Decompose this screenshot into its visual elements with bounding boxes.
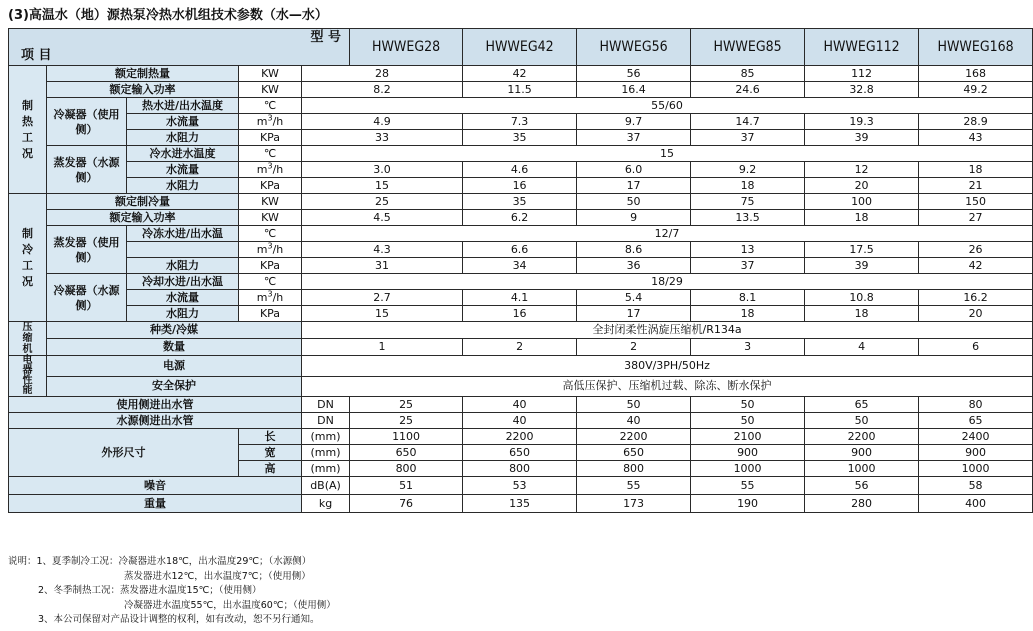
cell: 9.7 <box>577 114 691 130</box>
cell: 75 <box>691 194 805 210</box>
unit: (mm) <box>302 461 350 477</box>
cell: 8.1 <box>691 290 805 306</box>
cell: 650 <box>577 445 691 461</box>
table-row <box>9 495 1033 513</box>
table-row <box>9 242 1033 258</box>
cell: 28 <box>302 66 463 82</box>
row-label: 水阻力 <box>127 178 239 194</box>
group-label: 蒸发器（使用侧） <box>47 226 127 274</box>
cell: 40 <box>463 397 577 413</box>
table-row <box>9 306 1033 322</box>
model-header: HWWEG168 <box>919 29 1033 66</box>
cell: 40 <box>463 413 577 429</box>
cell: 15 <box>302 146 1033 162</box>
row-label: 水阻力 <box>127 306 239 322</box>
unit: $m^3/h$ <box>239 162 302 178</box>
cell: 10.8 <box>805 290 919 306</box>
table-row <box>9 210 1033 226</box>
cell: 43 <box>919 130 1033 146</box>
note-line: 冷凝器进水温度55℃，出水温度60℃；（使用侧） <box>124 599 336 611</box>
row-label: 水流量 <box>127 114 239 130</box>
table-row <box>9 477 1033 495</box>
table-row <box>9 114 1033 130</box>
row-label: 冷冻水进/出水温 <box>127 226 239 242</box>
row-label <box>127 242 239 258</box>
unit: KPa <box>239 306 302 322</box>
row-label: 长 <box>239 429 302 445</box>
cell: 2 <box>463 339 577 356</box>
cell: 173 <box>577 495 691 513</box>
cell: 16 <box>463 306 577 322</box>
cell: 12/7 <box>302 226 1033 242</box>
cell: 1000 <box>805 461 919 477</box>
cell: 1000 <box>691 461 805 477</box>
unit: KW <box>239 194 302 210</box>
cell: 32.8 <box>805 82 919 98</box>
cell: 40 <box>577 413 691 429</box>
table-row <box>9 429 1033 445</box>
spec-table <box>8 28 1033 513</box>
cell: 19.3 <box>805 114 919 130</box>
cell: 50 <box>577 397 691 413</box>
table-row <box>9 146 1033 162</box>
table-row <box>9 66 1033 82</box>
cell: 800 <box>350 461 463 477</box>
cell: 25 <box>350 413 463 429</box>
cell: 33 <box>302 130 463 146</box>
notes <box>8 555 336 628</box>
cell: 55 <box>577 477 691 495</box>
cell: 2200 <box>805 429 919 445</box>
cell: 53 <box>463 477 577 495</box>
table-row <box>9 413 1033 429</box>
row-label: 额定制热量 <box>47 66 239 82</box>
unit: (mm) <box>302 429 350 445</box>
row-label: 水流量 <box>127 290 239 306</box>
row-label: 额定制冷量 <box>47 194 239 210</box>
cell: 2200 <box>463 429 577 445</box>
row-label: 宽 <box>239 445 302 461</box>
cell: 28.9 <box>919 114 1033 130</box>
cell: 4.6 <box>463 162 577 178</box>
table-row <box>9 339 1033 356</box>
unit: ℃ <box>239 98 302 114</box>
cell: 2400 <box>919 429 1033 445</box>
unit: KPa <box>239 178 302 194</box>
unit: KW <box>239 210 302 226</box>
page-title: (3)高温水（地）源热泵冷热水机组技术参数（水—水） <box>8 8 328 23</box>
header-corner <box>9 29 350 66</box>
cell: 2100 <box>691 429 805 445</box>
row-label: 水源侧进出水管 <box>9 413 302 429</box>
header-model-label: 型 号 <box>310 30 342 45</box>
cell: 51 <box>350 477 463 495</box>
cell: 14.7 <box>691 114 805 130</box>
cell: 900 <box>805 445 919 461</box>
cell: 18 <box>919 162 1033 178</box>
table-row <box>9 130 1033 146</box>
cell: 76 <box>350 495 463 513</box>
cell: 650 <box>350 445 463 461</box>
model-header: HWWEG28 <box>350 29 463 66</box>
cell: 8.6 <box>577 242 691 258</box>
cell: 35 <box>463 130 577 146</box>
cell: 135 <box>463 495 577 513</box>
cell: 400 <box>919 495 1033 513</box>
row-label: 高 <box>239 461 302 477</box>
unit: dB(A) <box>302 477 350 495</box>
model-header: HWWEG85 <box>691 29 805 66</box>
cell: 37 <box>691 130 805 146</box>
cell: 11.5 <box>463 82 577 98</box>
cell: 190 <box>691 495 805 513</box>
cell: 18/29 <box>302 274 1033 290</box>
cell: 55/60 <box>302 98 1033 114</box>
cell: 4.1 <box>463 290 577 306</box>
cell: 15 <box>302 178 463 194</box>
cell: 17 <box>577 178 691 194</box>
cell: 9 <box>577 210 691 226</box>
cell: 50 <box>805 413 919 429</box>
cell: 12 <box>805 162 919 178</box>
cell: 6.2 <box>463 210 577 226</box>
cell: 6.6 <box>463 242 577 258</box>
cell: 31 <box>302 258 463 274</box>
table-row <box>9 226 1033 242</box>
cell: 26 <box>919 242 1033 258</box>
note-line: 蒸发器进水12℃，出水温度7℃；（使用侧） <box>124 570 311 582</box>
cell: 650 <box>463 445 577 461</box>
cell: 1000 <box>919 461 1033 477</box>
cell: 18 <box>691 178 805 194</box>
cell: 800 <box>463 461 577 477</box>
cell: 49.2 <box>919 82 1033 98</box>
cell: 2.7 <box>302 290 463 306</box>
row-label: 额定输入功率 <box>47 210 239 226</box>
row-label: 安全保护 <box>47 376 302 397</box>
cell: 13 <box>691 242 805 258</box>
cell: 20 <box>805 178 919 194</box>
cell: 112 <box>805 66 919 82</box>
row-label: 噪音 <box>9 477 302 495</box>
cell: 168 <box>919 66 1033 82</box>
cell: 900 <box>919 445 1033 461</box>
table-row <box>9 178 1033 194</box>
cell: 50 <box>577 194 691 210</box>
unit: $m^3/h$ <box>239 242 302 258</box>
cell: 55 <box>691 477 805 495</box>
cell: 2200 <box>577 429 691 445</box>
cell: 7.3 <box>463 114 577 130</box>
cell: 25 <box>350 397 463 413</box>
unit: ℃ <box>239 226 302 242</box>
row-label: 数量 <box>47 339 302 356</box>
cell: 16.2 <box>919 290 1033 306</box>
cell: 56 <box>577 66 691 82</box>
table-row <box>9 322 1033 339</box>
cell: 37 <box>691 258 805 274</box>
cell: 85 <box>691 66 805 82</box>
group-label: 冷凝器（水源侧） <box>47 274 127 322</box>
cell: 15 <box>302 306 463 322</box>
cell: 1 <box>302 339 463 356</box>
compressor-group-label: 压缩机 <box>9 322 47 356</box>
table-row <box>9 274 1033 290</box>
cell: 5.4 <box>577 290 691 306</box>
cell: 800 <box>577 461 691 477</box>
cell: 17 <box>577 306 691 322</box>
cell: 280 <box>805 495 919 513</box>
cooling-group-label: 制冷工况 <box>9 194 47 322</box>
cell: 全封闭柔性涡旋压缩机/R134a <box>302 322 1033 339</box>
unit: $m^3/h$ <box>239 114 302 130</box>
table-row <box>9 162 1033 178</box>
unit: DN <box>302 413 350 429</box>
row-label: 外形尺寸 <box>9 429 239 477</box>
cell: 17.5 <box>805 242 919 258</box>
row-label: 电源 <box>47 356 302 377</box>
header-item-label: 项 目 <box>21 48 52 63</box>
cell: 42 <box>919 258 1033 274</box>
cell: 1100 <box>350 429 463 445</box>
cell: 50 <box>691 397 805 413</box>
model-header: HWWEG112 <box>805 29 919 66</box>
row-label: 额定输入功率 <box>47 82 239 98</box>
unit: KW <box>239 82 302 98</box>
cell: 50 <box>691 413 805 429</box>
cell: 8.2 <box>302 82 463 98</box>
cell: 13.5 <box>691 210 805 226</box>
row-label: 水阻力 <box>127 258 239 274</box>
cell: 36 <box>577 258 691 274</box>
cell: 65 <box>919 413 1033 429</box>
row-label: 热水进/出水温度 <box>127 98 239 114</box>
cell: 4 <box>805 339 919 356</box>
table-row <box>9 194 1033 210</box>
model-header: HWWEG42 <box>463 29 577 66</box>
cell: 16.4 <box>577 82 691 98</box>
cell: 37 <box>577 130 691 146</box>
cell: 20 <box>919 306 1033 322</box>
cell: 18 <box>805 210 919 226</box>
cell: 3.0 <box>302 162 463 178</box>
cell: 18 <box>805 306 919 322</box>
cell: 21 <box>919 178 1033 194</box>
cell: 35 <box>463 194 577 210</box>
unit: KPa <box>239 258 302 274</box>
cell: 34 <box>463 258 577 274</box>
cell: 80 <box>919 397 1033 413</box>
cell: 42 <box>463 66 577 82</box>
note-line: 3、本公司保留对产品设计调整的权利，如有改动，恕不另行通知。 <box>38 614 320 625</box>
table-row <box>9 397 1033 413</box>
table-row <box>9 98 1033 114</box>
row-label: 冷水进水温度 <box>127 146 239 162</box>
table-row <box>9 376 1033 397</box>
cell: 4.3 <box>302 242 463 258</box>
model-header: HWWEG56 <box>577 29 691 66</box>
cell: 24.6 <box>691 82 805 98</box>
cell: 150 <box>919 194 1033 210</box>
electrical-group-label: 电器性能 <box>9 356 47 397</box>
note-line: 2、冬季制热工况：蒸发器进水温度15℃；（使用侧） <box>38 585 262 596</box>
unit: ℃ <box>239 274 302 290</box>
cell: 18 <box>691 306 805 322</box>
cell: 27 <box>919 210 1033 226</box>
unit: KPa <box>239 130 302 146</box>
unit: $m^3/h$ <box>239 290 302 306</box>
cell: 4.5 <box>302 210 463 226</box>
cell: 39 <box>805 258 919 274</box>
cell: 58 <box>919 477 1033 495</box>
cell: 6.0 <box>577 162 691 178</box>
unit: KW <box>239 66 302 82</box>
table-row <box>9 82 1033 98</box>
unit: kg <box>302 495 350 513</box>
row-label: 水阻力 <box>127 130 239 146</box>
cell: 4.9 <box>302 114 463 130</box>
table-row <box>9 258 1033 274</box>
row-label: 重量 <box>9 495 302 513</box>
cell: 900 <box>691 445 805 461</box>
cell: 6 <box>919 339 1033 356</box>
cell: 56 <box>805 477 919 495</box>
group-label: 蒸发器（水源侧） <box>47 146 127 194</box>
cell: 65 <box>805 397 919 413</box>
row-label: 水流量 <box>127 162 239 178</box>
group-label: 冷凝器（使用侧） <box>47 98 127 146</box>
row-label: 使用侧进出水管 <box>9 397 302 413</box>
note-line: 说明：1、夏季制冷工况：冷凝器进水18℃，出水温度29℃；（水源侧） <box>8 556 312 567</box>
table-header-row <box>9 29 1033 66</box>
cell: 9.2 <box>691 162 805 178</box>
row-label: 种类/冷媒 <box>47 322 302 339</box>
cell: 高低压保护、压缩机过载、除冻、断水保护 <box>302 376 1033 397</box>
table-row <box>9 356 1033 377</box>
cell: 2 <box>577 339 691 356</box>
cell: 3 <box>691 339 805 356</box>
cell: 25 <box>302 194 463 210</box>
cell: 100 <box>805 194 919 210</box>
heating-group-label: 制热工况 <box>9 66 47 194</box>
unit: DN <box>302 397 350 413</box>
cell: 380V/3PH/50Hz <box>302 356 1033 377</box>
unit: (mm) <box>302 445 350 461</box>
unit: ℃ <box>239 146 302 162</box>
cell: 39 <box>805 130 919 146</box>
table-row <box>9 290 1033 306</box>
row-label: 冷却水进/出水温 <box>127 274 239 290</box>
cell: 16 <box>463 178 577 194</box>
